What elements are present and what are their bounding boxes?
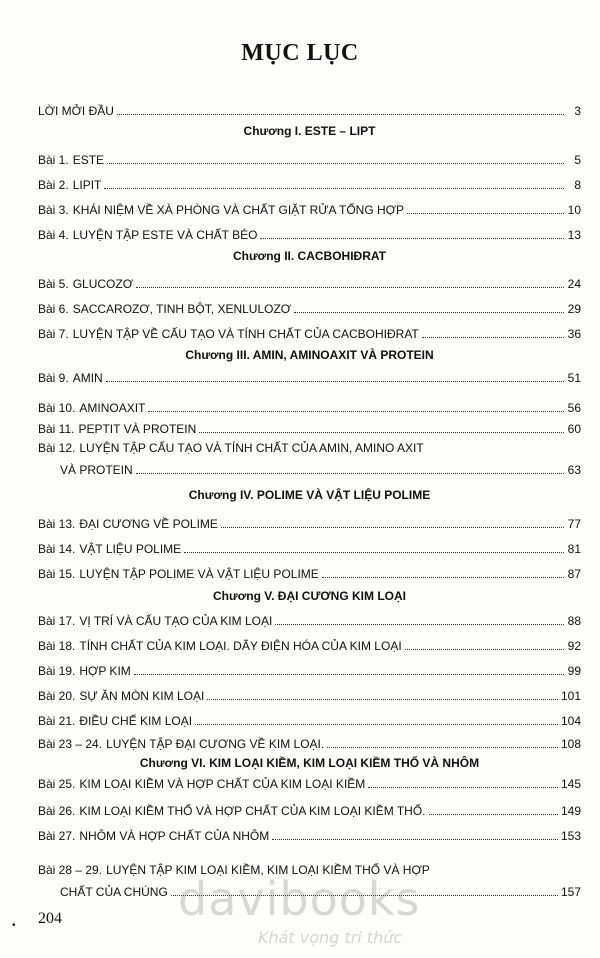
- chapter-heading: Chương II. CACBOHIĐRAT: [233, 249, 386, 263]
- entry-line-2: [38, 463, 581, 477]
- lesson-title: ĐẠI CƯƠNG VỀ POLIME: [79, 517, 218, 531]
- page-ref: 56: [567, 401, 581, 415]
- dot-leader: [272, 838, 558, 840]
- lesson-title: HỢP KIM: [79, 664, 131, 678]
- page-ref: 99: [567, 664, 581, 678]
- lesson-title: AMIN: [72, 371, 103, 385]
- toc-entry[interactable]: [38, 416, 581, 436]
- toc-entry[interactable]: [38, 365, 581, 385]
- lesson-number: Bài 2.: [38, 178, 69, 192]
- toc-entry[interactable]: [38, 296, 581, 316]
- lesson-number: Bài 25.: [38, 777, 76, 791]
- dot-leader: [136, 286, 564, 288]
- page-ref: 10: [567, 203, 581, 217]
- page-ref: 3: [574, 104, 581, 118]
- dot-leader: [407, 212, 564, 214]
- page-ref: 51: [567, 371, 581, 385]
- chapter-heading: Chương III. AMIN, AMINOAXIT VÀ PROTEIN: [185, 348, 434, 362]
- lesson-number: Bài 14.: [38, 542, 76, 556]
- toc-entry[interactable]: [38, 511, 581, 531]
- page-ref: 92: [567, 639, 581, 653]
- page-ref: 104: [560, 714, 581, 728]
- dot-leader: [327, 746, 558, 748]
- dot-leader: [136, 472, 564, 474]
- toc-entry[interactable]: [38, 608, 581, 628]
- dot-leader: [221, 526, 564, 528]
- lesson-title: KIM LOẠI KIỀM VÀ HỢP CHẤT CỦA KIM LOẠI KIỀM: [79, 777, 366, 791]
- dot-leader: [368, 786, 558, 788]
- toc-entry[interactable]: [38, 98, 581, 118]
- page-title: MỤC LỤC: [241, 40, 359, 66]
- dot-leader: [117, 113, 564, 115]
- toc-entry[interactable]: [38, 395, 581, 415]
- dot-leader: [429, 813, 558, 815]
- page-ref: 87: [567, 567, 581, 581]
- lesson-number: Bài 1.: [38, 153, 69, 167]
- lesson-title: ĐIỀU CHẾ KIM LOẠI: [79, 714, 193, 728]
- toc-entry[interactable]: [38, 633, 581, 653]
- page-number: 204: [38, 910, 62, 927]
- dot-leader: [134, 673, 564, 675]
- page-ref: 153: [560, 829, 581, 843]
- toc-entry[interactable]: [38, 172, 581, 192]
- dot-leader: [195, 723, 558, 725]
- toc-entry[interactable]: [38, 271, 581, 291]
- toc-entry[interactable]: [38, 222, 581, 242]
- toc-entry[interactable]: [38, 798, 581, 818]
- toc-entry[interactable]: [38, 536, 581, 556]
- toc-entry[interactable]: [38, 708, 581, 728]
- page-ref: 60: [567, 422, 581, 436]
- page-ref: 157: [560, 885, 581, 899]
- lesson-title: NHÔM VÀ HỢP CHẤT CỦA NHÔM: [79, 829, 270, 843]
- chapter-heading: Chương I. ESTE – LIPT: [243, 124, 376, 138]
- lesson-number: Bài 17.: [38, 614, 76, 628]
- lesson-title: TÍNH CHẤT CỦA KIM LOẠI. DÃY ĐIỆN HÓA CỦA KIM LOẠI: [79, 639, 402, 653]
- lesson-title-continued: VÀ PROTEIN: [60, 463, 133, 477]
- dot-leader: [148, 410, 564, 412]
- dot-leader: [199, 431, 564, 433]
- entry-line-1: [38, 441, 581, 455]
- dot-leader: [107, 162, 564, 164]
- lesson-number: Bài 6.: [38, 302, 69, 316]
- lesson-number: Bài 4.: [38, 228, 69, 242]
- lesson-title: LUYỆN TẬP KIM LOẠI KIỀM, KIM LOẠI KIỀM THỔ VÀ HỢP: [106, 863, 430, 877]
- chapter-heading: Chương IV. POLIME VÀ VẬT LIỆU POLIME: [188, 488, 431, 502]
- page-ref: 81: [567, 542, 581, 556]
- lesson-number: Bài 27.: [38, 829, 76, 843]
- lesson-number: Bài 7.: [38, 327, 69, 341]
- lesson-title: LIPIT: [72, 178, 102, 192]
- lesson-number: Bài 3.: [38, 203, 69, 217]
- dot-leader: [275, 623, 564, 625]
- page-ref: 88: [567, 614, 581, 628]
- lesson-title: LUYỆN TẬP ESTE VÀ CHẤT BÉO: [72, 228, 258, 242]
- lesson-number: Bài 20.: [38, 689, 76, 703]
- toc-entry[interactable]: [38, 771, 581, 791]
- lesson-title: LỜI MỞI ĐẦU: [38, 104, 114, 118]
- dot-leader: [422, 336, 564, 338]
- margin-bullet: •: [12, 920, 16, 931]
- lesson-number: Bài 21.: [38, 714, 76, 728]
- watermark-brand: davibooks: [178, 872, 421, 926]
- lesson-number: Bài 19.: [38, 664, 76, 678]
- toc-entry[interactable]: [38, 658, 581, 678]
- lesson-number: Bài 11.: [38, 422, 75, 436]
- lesson-title: ESTE: [72, 153, 105, 167]
- toc-entry[interactable]: [38, 321, 581, 341]
- lesson-number: Bài 13.: [38, 517, 76, 531]
- page-ref: 8: [574, 178, 581, 192]
- lesson-title: SACCAROZƠ, TINH BỘT, XENLULOZƠ: [72, 302, 292, 316]
- page-ref: 101: [560, 689, 581, 703]
- lesson-number: Bài 23 – 24.: [38, 737, 103, 751]
- lesson-title: LUYỆN TẬP ĐẠI CƯƠNG VỀ KIM LOẠI.: [106, 737, 325, 751]
- lesson-title: PEPTIT VÀ PROTEIN: [78, 422, 197, 436]
- toc-entry[interactable]: [38, 197, 581, 217]
- chapter-heading: Chương VI. KIM LOẠI KIỀM, KIM LOẠI KIỀM THỔ VÀ NHÔM: [139, 756, 480, 770]
- page-ref: 5: [574, 153, 581, 167]
- lesson-number: Bài 9.: [38, 371, 69, 385]
- page-ref: 145: [560, 777, 581, 791]
- lesson-title: KIM LOẠI KIỀM THỔ VÀ HỢP CHẤT CỦA KIM LOẠI KIỀM THỔ.: [79, 804, 426, 818]
- lesson-title: VẬT LIỆU POLIME: [79, 542, 182, 556]
- toc-entry[interactable]: [38, 731, 581, 751]
- dot-leader: [322, 576, 564, 578]
- lesson-title: VỊ TRÍ VÀ CẤU TẠO CỦA KIM LOẠI: [79, 614, 273, 628]
- lesson-title: KHÁI NIỆM VỀ XÀ PHÒNG VÀ CHẤT GIẶT RỬA TỔNG HỢP: [72, 203, 404, 217]
- watermark-slogan: Khát vọng tri thức: [258, 928, 403, 947]
- page-ref: 77: [567, 517, 581, 531]
- dot-leader: [207, 698, 558, 700]
- page-ref: 13: [567, 228, 581, 242]
- page-ref: 24: [567, 277, 581, 291]
- lesson-title: LUYỆN TẬP VỀ CẤU TẠO VÀ TÍNH CHẤT CỦA CACBOHIĐRAT: [72, 327, 419, 341]
- lesson-title: LUYỆN TẬP POLIME VÀ VẬT LIỆU POLIME: [79, 567, 319, 581]
- dot-leader: [405, 648, 564, 650]
- page-ref: 36: [567, 327, 581, 341]
- page-ref: 29: [567, 302, 581, 316]
- dot-leader: [184, 551, 564, 553]
- toc-entry[interactable]: [38, 441, 581, 477]
- dot-leader: [260, 237, 564, 239]
- dot-leader: [104, 187, 564, 189]
- toc-entry[interactable]: [38, 683, 581, 703]
- lesson-number: Bài 18.: [38, 639, 76, 653]
- lesson-title: GLUCOZƠ: [72, 277, 133, 291]
- lesson-number: Bài 12.: [38, 441, 76, 455]
- page-ref: 63: [567, 463, 581, 477]
- chapter-heading: Chương V. ĐẠI CƯƠNG KIM LOẠI: [213, 589, 406, 603]
- lesson-title-continued: CHẤT CỦA CHÚNG: [60, 885, 168, 899]
- toc-entry[interactable]: [38, 147, 581, 167]
- toc-entry[interactable]: [38, 561, 581, 581]
- lesson-number: Bài 10.: [38, 401, 76, 415]
- lesson-number: Bài 5.: [38, 277, 69, 291]
- dot-leader: [294, 311, 564, 313]
- lesson-number: Bài 15.: [38, 567, 76, 581]
- page-ref: 149: [560, 804, 581, 818]
- lesson-title: AMINOAXIT: [79, 401, 146, 415]
- dot-leader: [106, 380, 564, 382]
- lesson-title: SỰ ĂN MÒN KIM LOẠI: [79, 689, 205, 703]
- page-ref: 108: [560, 737, 581, 751]
- toc-entry[interactable]: [38, 823, 581, 843]
- lesson-number: Bài 28 – 29.: [38, 863, 103, 877]
- lesson-title: LUYỆN TẬP CẤU TẠO VÀ TÍNH CHẤT CỦA AMIN, AMINO AXIT: [79, 441, 424, 455]
- lesson-number: Bài 26.: [38, 804, 76, 818]
